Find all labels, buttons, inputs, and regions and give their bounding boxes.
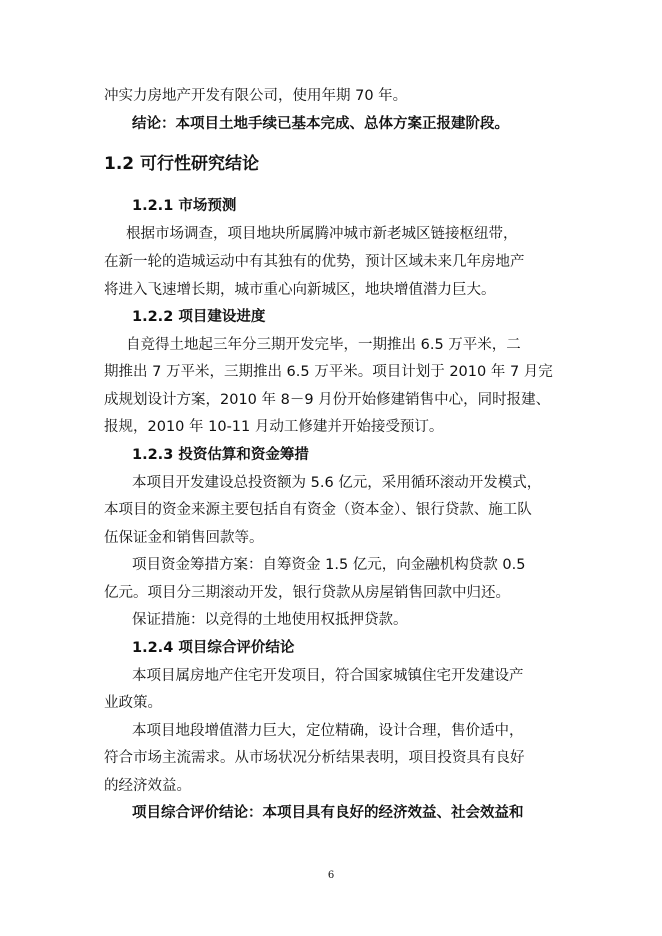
paragraph-line: 伍保证金和销售回款等。 — [104, 530, 264, 546]
subsection-heading-market: 1.2.1 市场预测 — [132, 198, 237, 214]
final-conclusion: 项目综合评价结论：本项目具有良好的经济效益、社会效益和 — [132, 805, 524, 821]
paragraph-line: 亿元。项目分三期滚动开发，银行贷款从房屋销售回款中归还。 — [104, 585, 510, 601]
paragraph-line: 项目资金筹措方案：自筹资金 1.5 亿元，向金融机构贷款 0.5 — [132, 557, 526, 573]
paragraph-line: 本项目开发建设总投资额为 5.6 亿元，采用循环滚动开发模式， — [132, 475, 542, 491]
paragraph-line: 自竞得土地起三年分三期开发完毕，一期推出 6.5 万平米，二 — [126, 337, 521, 353]
land-conclusion: 结论：本项目土地手续已基本完成、总体方案正报建阶段。 — [132, 116, 509, 132]
paragraph-line: 保证措施：以竞得的土地使用权抵押贷款。 — [132, 612, 408, 628]
subsection-heading-investment: 1.2.3 投资估算和资金筹措 — [132, 447, 309, 463]
paragraph-line: 报规，2010 年 10-11 月动工修建并开始接受预订。 — [104, 419, 444, 435]
section-title: 1.2 可行性研究结论 — [104, 154, 260, 174]
paragraph-line: 的经济效益。 — [104, 778, 191, 794]
paragraph-line: 本项目的资金来源主要包括自有资金（资本金）、银行贷款、施工队 — [104, 502, 532, 518]
page-number: 6 — [327, 870, 335, 881]
paragraph-line: 本项目地段增值潜力巨大，定位精确，设计合理，售价适中， — [132, 723, 524, 739]
paragraph-line: 期推出 7 万平米，三期推出 6.5 万平米。项目计划于 2010 年 7 月完 — [104, 364, 553, 380]
paragraph-line: 将进入飞速增长期，城市重心向新城区，地块增值潜力巨大。 — [104, 282, 496, 298]
paragraph-line: 成规划设计方案，2010 年 8－9 月份开始修建销售中心，同时报建、 — [104, 392, 551, 408]
paragraph-line: 符合市场主流需求。从市场状况分析结果表明，项目投资具有良好 — [104, 750, 525, 766]
paragraph-line: 本项目属房地产住宅开发项目，符合国家城镇住宅开发建设产 — [132, 668, 524, 684]
subsection-heading-evaluation: 1.2.4 项目综合评价结论 — [132, 640, 295, 656]
paragraph-line: 在新一轮的造城运动中有其独有的优势，预计区域未来几年房地产 — [104, 254, 525, 270]
intro-line: 冲实力房地产开发有限公司，使用年期 70 年。 — [104, 88, 408, 104]
paragraph-line: 业政策。 — [104, 695, 162, 711]
subsection-heading-schedule: 1.2.2 项目建设进度 — [132, 309, 266, 325]
paragraph-line: 根据市场调查，项目地块所属腾冲城市新老城区链接枢纽带， — [126, 226, 518, 242]
